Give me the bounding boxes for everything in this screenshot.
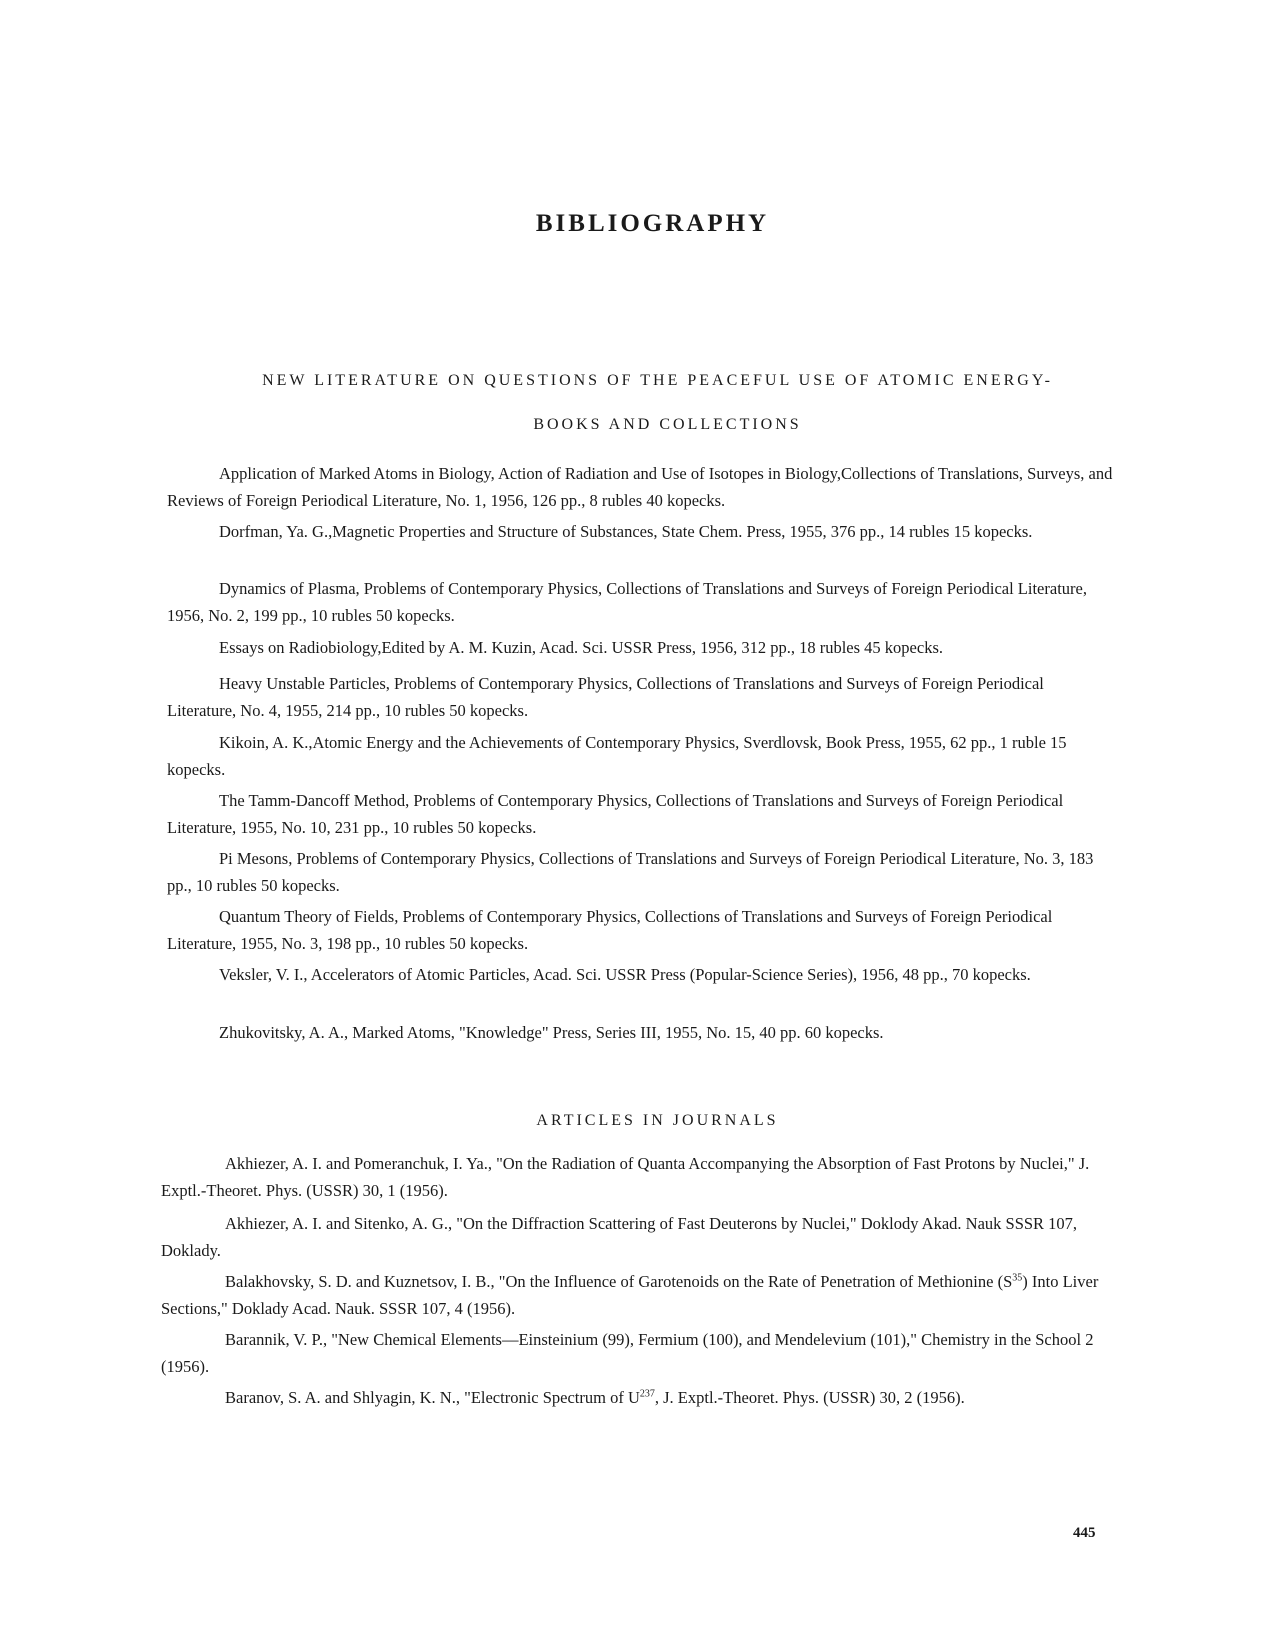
book-entry: Quantum Theory of Fields, Problems of Contemporary Physics, Collections of Translations and Surveys of Foreign Periodical Literature, 1955, No. 3, 198 pp., 10 rubles 50 kopecks. bbox=[167, 907, 1053, 953]
books-heading: BOOKS AND COLLECTIONS bbox=[533, 416, 802, 433]
book-entry: Veksler, V. I., Accelerators of Atomic Particles, Acad. Sci. USSR Press (Popular-Science Series), 1956, 48 pp., 70 kopecks. bbox=[219, 965, 1031, 984]
section-heading: NEW LITERATURE ON QUESTIONS OF THE PEACEFUL USE OF ATOMIC ENERGY- bbox=[262, 372, 1053, 389]
page-number: 445 bbox=[1073, 1525, 1096, 1541]
article-entry: Akhiezer, A. I. and Pomeranchuk, I. Ya., "On the Radiation of Quanta Accompanying the Absorption of Fast Protons by Nuclei," J. Exptl.-Theoret. Phys. (USSR) 30, 1 (1956). bbox=[161, 1154, 1090, 1200]
article-entry: Balakhovsky, S. D. and Kuznetsov, I. B., "On the Influence of Garotenoids on the Rate of Penetration of Methionine $(S^{35})$ Into Liver Sections," Doklady Acad. Nauk. SSSR 107, 4 (1956). bbox=[161, 1272, 1099, 1318]
book-entry: Kikoin, A. K.,Atomic Energy and the Achievements of Contemporary Physics, Sverdlovsk, Book Press, 1955, 62 pp., 1 ruble 15 kopecks. bbox=[167, 733, 1067, 779]
article-entry: Barannik, V. P., "New Chemical Elements—Einsteinium (99), Fermium (100), and Mendelevium (101)," Chemistry in the School 2 (1956). bbox=[161, 1330, 1094, 1376]
book-entry: Heavy Unstable Particles, Problems of Contemporary Physics, Collections of Translations and Surveys of Foreign Periodical Literature, No. 4, 1955, 214 pp., 10 rubles 50 kopecks. bbox=[167, 674, 1044, 720]
book-entry: The Tamm-Dancoff Method, Problems of Contemporary Physics, Collections of Translations and Surveys of Foreign Periodical Literature, 1955, No. 10, 231 pp., 10 rubles 50 kopecks. bbox=[167, 791, 1064, 837]
articles-heading: ARTICLES IN JOURNALS bbox=[536, 1112, 779, 1129]
book-entry: Pi Mesons, Problems of Contemporary Physics, Collections of Translations and Surveys of Foreign Periodical Literature, No. 3, 183 pp., 10 rubles 50 kopecks. bbox=[167, 849, 1094, 895]
article-entry: Akhiezer, A. I. and Sitenko, A. G., "On the Diffraction Scattering of Fast Deuterons by Nuclei," Doklody Akad. Nauk SSSR 107, Doklady. bbox=[161, 1214, 1078, 1260]
article-entry: Baranov, S. A. and Shlyagin, K. N., "Electronic Spectrum of $U^{237}$, J. Exptl.-Theoret. Phys. (USSR) 30, 2 (1956). bbox=[225, 1388, 965, 1407]
page-title: BIBLIOGRAPHY bbox=[535, 210, 770, 237]
book-entry: Dynamics of Plasma, Problems of Contemporary Physics, Collections of Translations and Surveys of Foreign Periodical Literature, 1956, No. 2, 199 pp., 10 rubles 50 kopecks. bbox=[167, 579, 1087, 625]
book-entry: Essays on Radiobiology,Edited by A. M. Kuzin, Acad. Sci. USSR Press, 1956, 312 pp., 18 rubles 45 kopecks. bbox=[219, 638, 943, 657]
book-entry: Application of Marked Atoms in Biology, Action of Radiation and Use of Isotopes in Biology,Collections of Translations, Surveys, and Reviews of Foreign Periodical Literature, No. 1, 1956, 126 pp., 8 rubles 40 kopecks. bbox=[167, 464, 1113, 510]
book-entry: Zhukovitsky, A. A., Marked Atoms, "Knowledge" Press, Series III, 1955, No. 15, 40 pp. 60 kopecks. bbox=[219, 1023, 884, 1042]
book-entry: Dorfman, Ya. G.,Magnetic Properties and Structure of Substances, State Chem. Press, 1955, 376 pp., 14 rubles 15 kopecks. bbox=[219, 522, 1033, 541]
isotope-superscript: 237 bbox=[639, 1388, 655, 1400]
isotope-superscript: 35 bbox=[1012, 1272, 1023, 1284]
